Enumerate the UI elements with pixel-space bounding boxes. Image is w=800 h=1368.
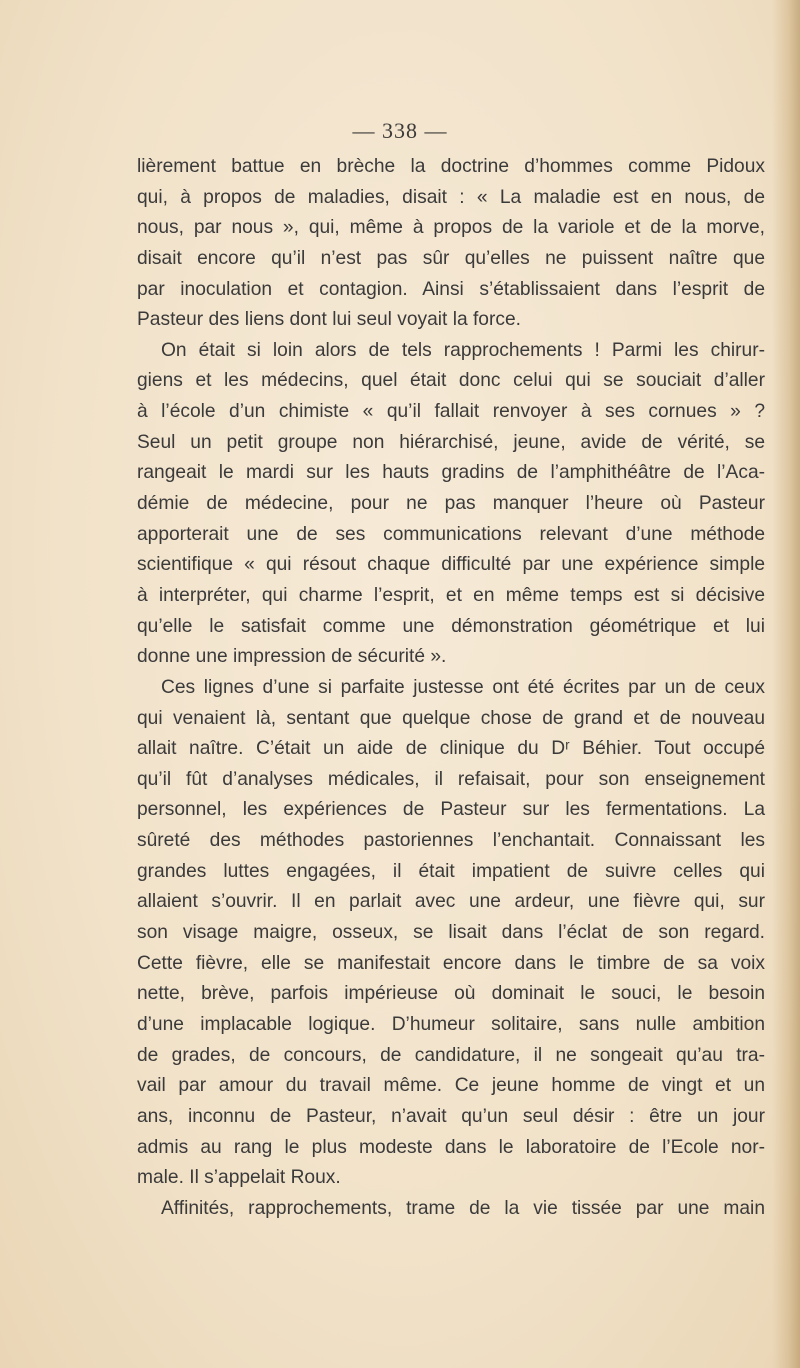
text-line: Pasteur des liens dont lui seul voyait la force. — [137, 309, 521, 331]
text-line: lièrement battue en brèche la doctrine d’hommes comme Pidoux — [137, 156, 765, 177]
text-line: rangeait le mardi sur les hauts gradins de l’amphithéâtre de l’Aca- — [137, 462, 765, 484]
text-line: allait naître. C’était un aide de clinique du Dʳ Béhier. Tout occupé — [137, 738, 765, 760]
text-line: giens et les médecins, quel était donc celui qui se souciait d’aller — [137, 370, 765, 392]
text-line: son visage maigre, osseux, se lisait dans l’éclat de son regard. — [137, 922, 765, 944]
text-line: On était si loin alors de tels rapprochements ! Parmi les chirur- — [161, 339, 765, 361]
text-line: qui venaient là, sentant que quelque chose de grand et de nouveau — [137, 707, 765, 729]
text-line: sûreté des méthodes pastoriennes l’enchantait. Connaissant les — [137, 830, 765, 852]
text-line: personnel, les expériences de Pasteur sur les fermentations. La — [137, 799, 765, 821]
text-line: par inoculation et contagion. Ainsi s’établissaient dans l’esprit de — [137, 278, 765, 300]
text-line: qu’elle le satisfait comme une démonstration géométrique et lui — [137, 615, 765, 637]
text-line: admis au rang le plus modeste dans le laboratoire de l’Ecole nor- — [137, 1136, 765, 1158]
body-text — [137, 152, 765, 1224]
text-line: Affinités, rapprochements, trame de la vie tissée par une main — [161, 1197, 765, 1219]
text-line: disait encore qu’il n’est pas sûr qu’elles ne puissent naître que — [137, 247, 765, 269]
text-line: grandes luttes engagées, il était impatient de suivre celles qui — [137, 860, 765, 882]
text-line: qui, à propos de maladies, disait : « La maladie est en nous, de — [137, 186, 765, 208]
text-line: Cette fièvre, elle se manifestait encore dans le timbre de sa voix — [137, 952, 765, 974]
text-line: nette, brève, parfois impérieuse où dominait le souci, le besoin — [137, 983, 765, 1005]
text-line: nous, par nous », qui, même à propos de la variole et de la morve, — [137, 217, 765, 239]
text-line: Seul un petit groupe non hiérarchisé, jeune, avide de vérité, se — [137, 431, 765, 453]
text-line: Ces lignes d’une si parfaite justesse ont été écrites par un de ceux — [161, 676, 765, 698]
text-line: d’une implacable logique. D’humeur solitaire, sans nulle ambition — [137, 1013, 765, 1035]
page-number: — 338 — — [352, 118, 448, 143]
text-line: vail par amour du travail même. Ce jeune homme de vingt et un — [137, 1075, 765, 1097]
text-line: à interpréter, qui charme l’esprit, et en même temps est si décisive — [137, 584, 765, 606]
text-line: à l’école d’un chimiste « qu’il fallait renvoyer à ses cornues » ? — [137, 401, 765, 423]
text-line: ans, inconnu de Pasteur, n’avait qu’un seul désir : être un jour — [137, 1105, 765, 1127]
page-edge-shadow — [772, 0, 800, 1368]
text-line: scientifique « qui résout chaque difficulté par une expérience simple — [137, 554, 765, 576]
text-line: male. Il s’appelait Roux. — [137, 1167, 341, 1189]
text-line: de grades, de concours, de candidature, il ne songeait qu’au tra- — [137, 1044, 765, 1066]
text-line: allaient s’ouvrir. Il en parlait avec une ardeur, une fièvre qui, sur — [137, 891, 765, 913]
text-line: qu’il fût d’analyses médicales, il refaisait, pour son enseignement — [137, 768, 765, 790]
text-line: apporterait une de ses communications relevant d’une méthode — [137, 523, 765, 545]
text-line: démie de médecine, pour ne pas manquer l’heure où Pasteur — [137, 493, 765, 515]
text-line: donne une impression de sécurité ». — [137, 646, 447, 668]
